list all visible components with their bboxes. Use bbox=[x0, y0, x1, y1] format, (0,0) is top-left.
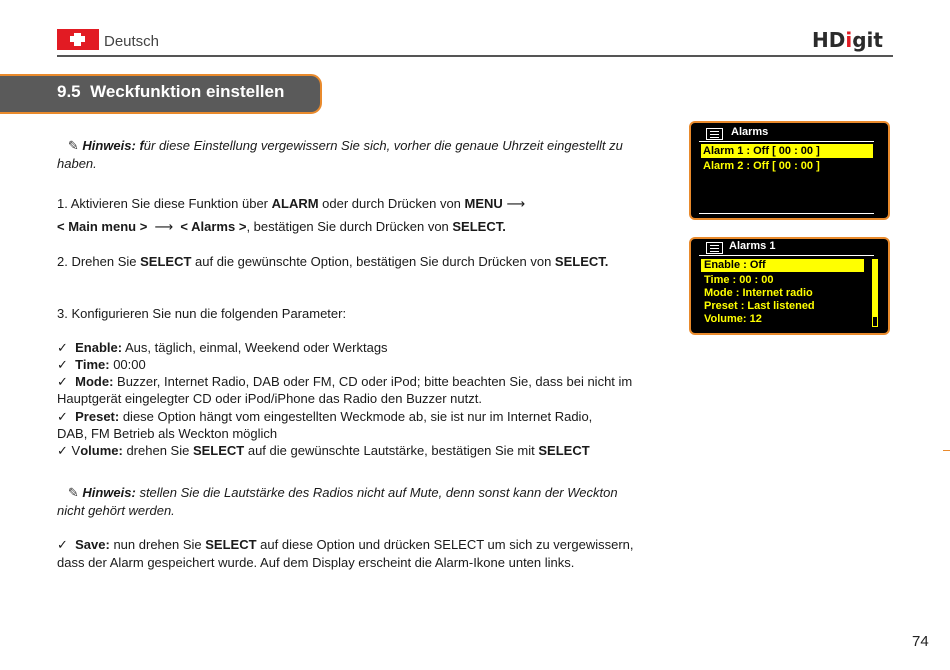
swiss-flag-icon bbox=[57, 29, 99, 50]
step-1: 1. Aktivieren Sie diese Funktion über ALARM oder durch Drücken von MENU ⟶ bbox=[57, 196, 526, 211]
param-mode-line2: Hauptgerät eingelegter CD oder iPod/iPhone das Radio den Buzzer nutzt. bbox=[57, 391, 482, 406]
pen-icon: ✎ bbox=[57, 485, 79, 500]
step-3: 3. Konfigurieren Sie nun die folgenden Parameter: bbox=[57, 306, 347, 321]
lcd-alarms-screen bbox=[689, 121, 890, 220]
lcd-title: Alarms 1 bbox=[729, 240, 776, 252]
check-icon: ✓ bbox=[57, 409, 68, 424]
lcd-line: Alarm 2 : Off [ 00 : 00 ] bbox=[703, 160, 820, 172]
step-1-line2: < Main menu > ⟶ < Alarms >, bestätigen Sie durch Drücken von SELECT. bbox=[57, 219, 506, 234]
language-label: Deutsch bbox=[104, 33, 160, 50]
lcd-alarm1-screen bbox=[689, 237, 890, 335]
hint-2: ✎ Hinweis: stellen Sie die Lautstärke des Radios nicht auf Mute, denn sonst kann der Weckton bbox=[57, 485, 618, 500]
hint-1: ✎ Hinweis: für diese Einstellung vergewissern Sie sich, vorher die genaue Uhrzeit eingestellt zu bbox=[57, 138, 623, 153]
lcd-scrollbar bbox=[872, 259, 878, 327]
lcd-line: Mode : Internet radio bbox=[704, 287, 813, 299]
lcd-line-selected: Enable : Off bbox=[701, 259, 864, 272]
list-icon bbox=[706, 128, 723, 140]
header-divider bbox=[57, 55, 893, 57]
lcd-line: Volume: 12 bbox=[704, 313, 762, 325]
check-icon: ✓ bbox=[57, 357, 68, 372]
step-2: 2. Drehen Sie SELECT auf die gewünschte Option, bestätigen Sie durch Drücken von SELECT. bbox=[57, 254, 609, 269]
brand-logo: HDigit bbox=[812, 28, 883, 52]
lcd-line-selected: Alarm 1 : Off [ 00 : 00 ] bbox=[701, 144, 873, 158]
param-preset-line2: DAB, FM Betrieb als Weckton möglich bbox=[57, 426, 278, 441]
param-volume: ✓ Volume: drehen Sie SELECT auf die gewünschte Lautstärke, bestätigen Sie mit SELECT bbox=[57, 443, 590, 458]
section-title: 9.5 Weckfunktion einstellen bbox=[57, 82, 285, 101]
hint-2-line2: nicht gehört werden. bbox=[57, 503, 175, 518]
lcd-title: Alarms bbox=[731, 126, 769, 138]
param-mode: ✓ Mode: Buzzer, Internet Radio, DAB oder FM, CD oder iPod; bitte beachten Sie, dass bei nicht im bbox=[57, 374, 633, 389]
arrow-icon: ⟶ bbox=[154, 219, 174, 234]
lcd-line: Preset : Last listened bbox=[704, 300, 815, 312]
check-icon: ✓ bbox=[57, 340, 68, 355]
list-icon bbox=[706, 242, 723, 254]
hint-1-line2: haben. bbox=[57, 156, 97, 171]
check-icon: ✓ bbox=[57, 374, 68, 389]
page-number: 74 bbox=[912, 633, 929, 650]
param-time: ✓ Time: 00:00 bbox=[57, 357, 146, 372]
param-preset: ✓ Preset: diese Option hängt vom eingestellten Weckmode ab, sie ist nur im Internet Radio, bbox=[57, 409, 593, 424]
pen-icon: ✎ bbox=[57, 138, 79, 153]
arrow-icon: ⟶ bbox=[506, 196, 526, 211]
lcd-line: Time : 00 : 00 bbox=[704, 274, 774, 286]
param-enable: ✓ Enable: Aus, täglich, einmal, Weekend oder Werktags bbox=[57, 340, 388, 355]
param-save: ✓ Save: nun drehen Sie SELECT auf diese Option und drücken SELECT um sich zu vergewissern, bbox=[57, 537, 634, 552]
param-save-line2: dass der Alarm gespeichert wurde. Auf dem Display erscheint die Alarm-Ikone unten links. bbox=[57, 555, 575, 570]
side-marker bbox=[943, 450, 950, 451]
check-icon: ✓ bbox=[57, 443, 68, 458]
check-icon: ✓ bbox=[57, 537, 68, 552]
